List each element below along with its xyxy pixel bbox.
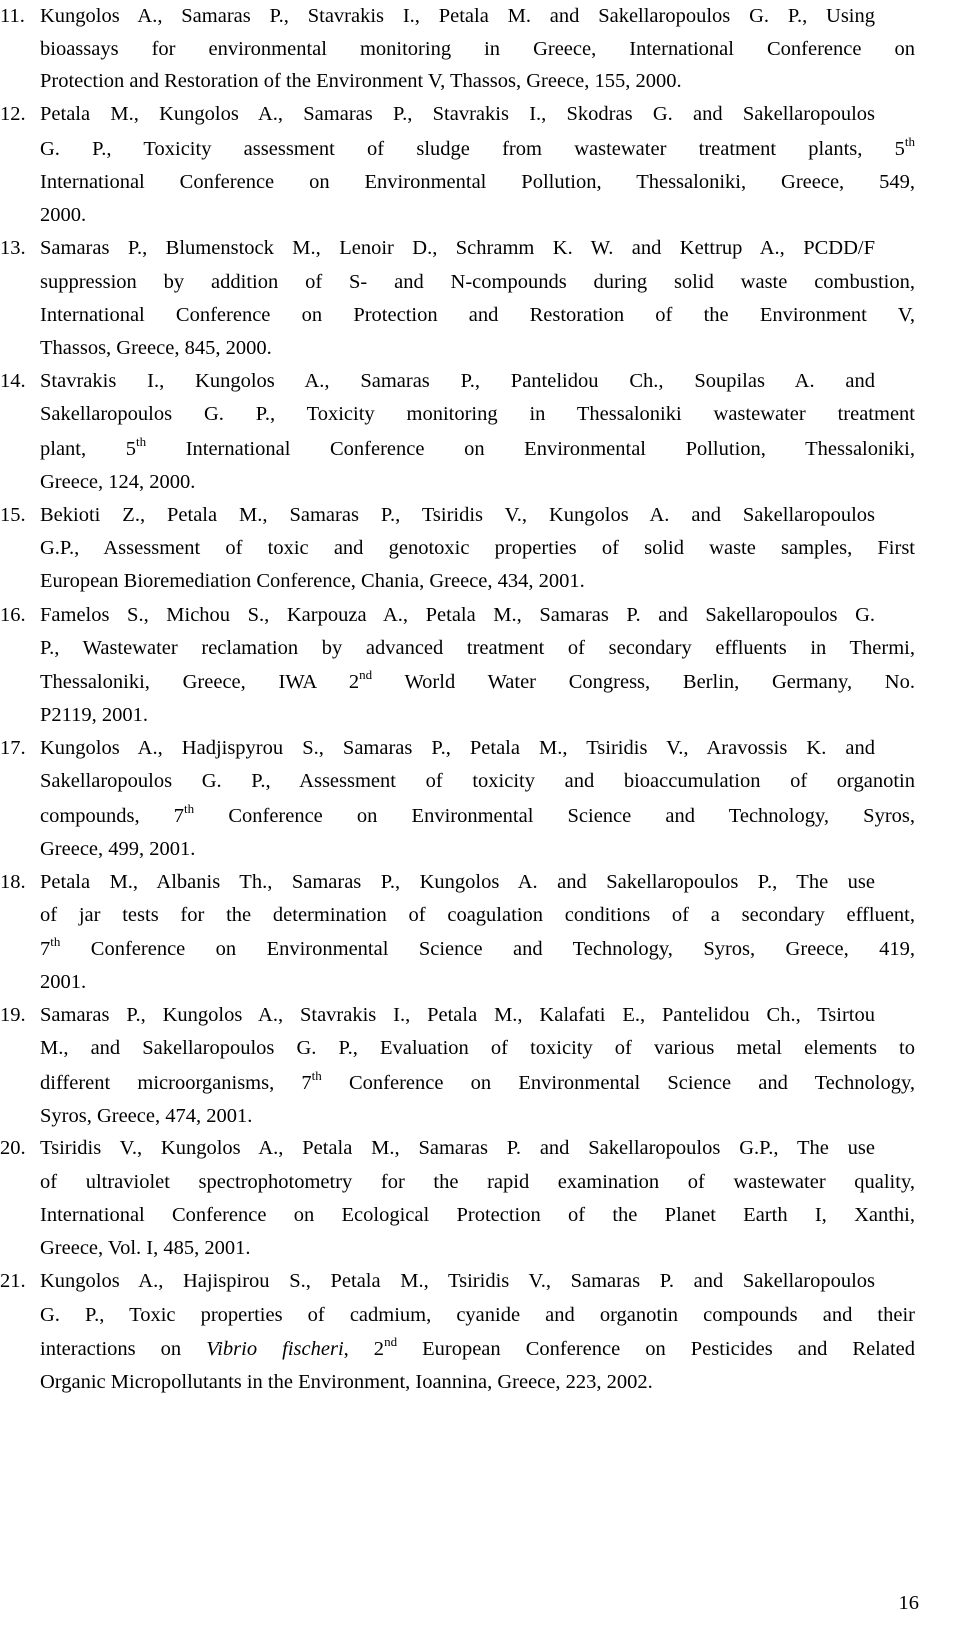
reference-number: 13. [0,237,26,259]
reference-line: International Conference on Protection and Restoration of the Environment V, [40,304,915,326]
reference-line [40,1068,915,1098]
reference-text: compounds, 7 [40,805,185,827]
reference-number: 12. [0,103,26,125]
reference-text: Conference on Environmental Science and Technology, Syros, [228,805,915,827]
page-number: 16 [898,1592,919,1614]
reference-line: M., and Sakellaropoulos G. P., Evaluation of toxicity of various metal elements to [40,1037,915,1059]
reference-line: Sakellaropoulos G. P., Toxicity monitoring in Thessaloniki wastewater treatment [40,403,915,425]
reference-line: bioassays for environmental monitoring in Greece, International Conference on [40,38,915,60]
reference-line [0,500,875,530]
ordinal-superscript: nd [359,667,373,682]
reference-line: 2000. [40,204,87,226]
reference-line: Sakellaropoulos G. P., Assessment of toxicity and bioaccumulation of organotin [40,770,915,792]
reference-number: 17. [0,737,26,759]
reference-number: 14. [0,370,26,392]
reference-line [0,1,875,31]
reference-line: Organic Micropollutants in the Environment, Ioannina, Greece, 223, 2002. [40,1371,653,1393]
reference-line [0,99,875,129]
reference-line [40,934,915,964]
reference-line: of jar tests for the determination of coagulation conditions of a secondary effluent, [40,904,915,926]
reference-text: plant, 5 [40,438,136,460]
reference-number: 19. [0,1004,26,1026]
reference-text: World Water Congress, Berlin, Germany, No. [404,671,915,693]
reference-number: 18. [0,871,26,893]
reference-text: Petala M., Albanis Th., Samaras P., Kungolos A. and Sakellaropoulos P., The use [40,871,875,893]
reference-text: Thessaloniki, Greece, IWA 2 [40,671,360,693]
reference-number: 20. [0,1137,26,1159]
ordinal-superscript: th [311,1068,322,1083]
reference-line [0,733,875,763]
reference-text: European Conference on Pesticides and Related [422,1338,915,1360]
reference-number: 11. [0,5,25,27]
reference-text: Kungolos A., Hajispirou S., Petala M., Tsiridis V., Samaras P. and Sakellaropoulos [40,1270,875,1292]
reference-text: Conference on Environmental Science and Technology, Syros, Greece, 419, [90,938,915,960]
reference-line: suppression by addition of S- and N-compounds during solid waste combustion, [40,271,915,293]
species-name-italic: Vibrio fischeri [206,1338,344,1360]
reference-line: Greece, 499, 2001. [40,838,196,860]
reference-text: Conference on Environmental Science and Technology, [349,1072,915,1094]
reference-line: Greece, Vol. I, 485, 2001. [40,1237,251,1259]
reference-line [40,134,915,164]
reference-text: different microorganisms, 7 [40,1072,312,1094]
reference-text: Petala M., Kungolos A., Samaras P., Stavrakis I., Skodras G. and Sakellaropoulos [40,103,875,125]
reference-line: Greece, 124, 2000. [40,471,196,493]
reference-line [40,1334,915,1364]
reference-line: Thassos, Greece, 845, 2000. [40,337,272,359]
reference-line [0,366,875,396]
reference-line: Protection and Restoration of the Environment V, Thassos, Greece, 155, 2000. [40,70,682,92]
reference-text: Samaras P., Kungolos A., Stavrakis I., Petala M., Kalafati E., Pantelidou Ch., Tsirtou [40,1004,875,1026]
reference-text: interactions on [40,1338,182,1360]
reference-number: 15. [0,504,26,526]
reference-line [0,1000,875,1030]
reference-line [0,867,875,897]
reference-line [0,1133,875,1163]
reference-line: European Bioremediation Conference, Chania, Greece, 434, 2001. [40,570,585,592]
reference-line: International Conference on Ecological Protection of the Planet Earth I, Xanthi, [40,1204,915,1226]
reference-text: Bekioti Z., Petala M., Samaras P., Tsiridis V., Kungolos A. and Sakellaropoulos [40,504,875,526]
reference-text: Kungolos A., Samaras P., Stavrakis I., Petala M. and Sakellaropoulos G. P., Using [40,5,875,27]
ordinal-superscript: th [184,801,195,816]
reference-line: G. P., Toxic properties of cadmium, cyanide and organotin compounds and their [40,1304,915,1326]
reference-line: of ultraviolet spectrophotometry for the rapid examination of wastewater quality, [40,1171,915,1193]
reference-text: International Conference on Environmental Pollution, Thessaloniki, [185,438,915,460]
reference-text: Kungolos A., Hadjispyrou S., Samaras P., Petala M., Tsiridis V., Aravossis K. and [40,737,875,759]
ordinal-superscript: th [135,434,147,449]
reference-line: 2001. [40,971,87,993]
ordinal-superscript: nd [384,1334,398,1349]
reference-line [40,801,915,831]
reference-line: International Conference on Environmental Pollution, Thessaloniki, Greece, 549, [40,171,915,193]
ordinal-superscript: th [904,134,915,149]
reference-text: Tsiridis V., Kungolos A., Petala M., Samaras P. and Sakellaropoulos G.P., The use [40,1137,875,1159]
reference-line: P., Wastewater reclamation by advanced treatment of secondary effluents in Thermi, [40,637,915,659]
reference-line [0,600,875,630]
reference-line [0,1266,875,1296]
reference-text: , 2 [343,1338,385,1360]
ordinal-superscript: th [50,934,61,949]
reference-number: 16. [0,604,26,626]
reference-text: 7 [40,938,51,960]
reference-text: Stavrakis I., Kungolos A., Samaras P., Pantelidou Ch., Soupilas A. and [40,370,875,392]
reference-line [40,667,915,697]
reference-text: Samaras P., Blumenstock M., Lenoir D., Schramm K. W. and Kettrup A., PCDD/F [40,237,875,259]
reference-line: Syros, Greece, 474, 2001. [40,1105,253,1127]
reference-line: G.P., Assessment of toxic and genotoxic properties of solid waste samples, First [40,537,915,559]
reference-number: 21. [0,1270,26,1292]
reference-text: Famelos S., Michou S., Karpouza A., Petala M., Samaras P. and Sakellaropoulos G. [40,604,875,626]
reference-line [0,233,875,263]
reference-line: P2119, 2001. [40,704,149,726]
reference-line [40,434,915,464]
reference-text: G. P., Toxicity assessment of sludge from wastewater treatment plants, 5 [40,138,905,160]
